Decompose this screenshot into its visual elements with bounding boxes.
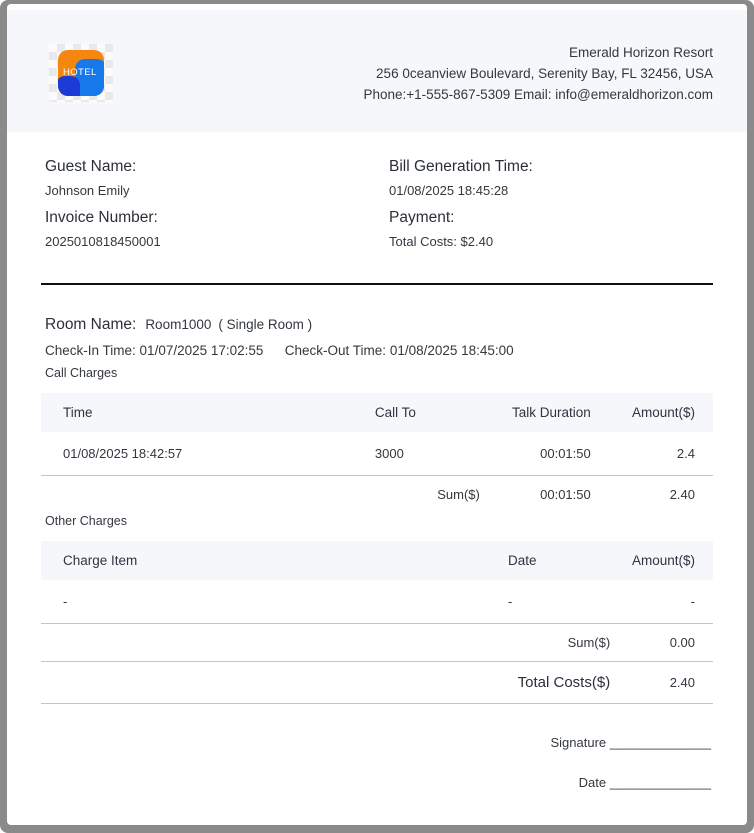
call-sum-amount: 2.40 xyxy=(669,487,695,502)
charge-item-cell: - xyxy=(41,580,508,624)
invoice-number-value: 2025010818450001 xyxy=(45,234,161,249)
check-times-line xyxy=(45,342,713,360)
room-info-section xyxy=(41,315,713,360)
signature-label: Signature xyxy=(550,735,607,750)
date-row xyxy=(41,775,713,790)
call-charges-sum-row xyxy=(41,476,713,514)
hotel-logo xyxy=(49,44,113,102)
other-amount-cell: - xyxy=(612,580,713,624)
call-charges-table xyxy=(41,393,713,513)
col-header-charge-item: Charge Item xyxy=(41,541,508,580)
col-header-amount: Amount($) xyxy=(599,393,713,432)
signature-line: ______________ xyxy=(609,735,711,750)
check-in-time xyxy=(45,342,281,360)
section-divider xyxy=(41,283,713,285)
date-label: Date xyxy=(578,775,607,790)
other-charges-header-row xyxy=(41,541,713,580)
other-sum-label: Sum($) xyxy=(41,624,612,662)
check-out-value: 01/08/2025 18:45:00 xyxy=(389,343,514,358)
hotel-header xyxy=(7,10,747,132)
guest-right-column xyxy=(389,157,713,259)
call-sum-label: Sum($) xyxy=(437,487,480,502)
room-name-line xyxy=(45,315,713,335)
check-out-time xyxy=(285,343,514,358)
date-line: ______________ xyxy=(609,775,711,790)
call-amount-cell: 2.4 xyxy=(599,432,713,476)
room-type: ( Single Room ) xyxy=(218,317,313,332)
talk-duration-cell: 00:01:50 xyxy=(488,432,599,476)
col-header-other-amount: Amount($) xyxy=(612,541,713,580)
col-header-call-to: Call To xyxy=(367,393,488,432)
hotel-info xyxy=(363,42,713,105)
total-costs-row xyxy=(41,662,713,704)
payment-label: Payment: xyxy=(389,209,455,226)
other-charges-table xyxy=(41,541,713,704)
hotel-address: 256 0ceanview Boulevard, Serenity Bay, FL 32456, USA xyxy=(376,65,713,81)
check-out-label: Check-Out Time: xyxy=(284,343,387,358)
room-name-value: Room1000 xyxy=(145,317,212,332)
col-header-talk-duration: Talk Duration xyxy=(488,393,599,432)
call-to-cell: 3000 xyxy=(367,432,488,476)
other-charges-title: Other Charges xyxy=(45,514,127,528)
invoice-page xyxy=(7,4,747,825)
col-header-time: Time xyxy=(41,393,367,432)
check-in-label: Check-In Time: xyxy=(45,343,136,358)
call-charge-row xyxy=(41,432,713,476)
guest-info-section xyxy=(41,157,713,259)
call-time-cell: 01/08/2025 18:42:57 xyxy=(41,432,367,476)
call-sum-duration: 00:01:50 xyxy=(540,487,591,502)
call-charges-header-row xyxy=(41,393,713,432)
room-name-label: Room Name: xyxy=(45,316,137,333)
call-charges-title: Call Charges xyxy=(45,366,118,380)
charge-date-cell: - xyxy=(508,580,612,624)
other-charge-row xyxy=(41,580,713,624)
hotel-logo-icon xyxy=(58,50,104,96)
guest-left-column xyxy=(45,157,389,259)
empty-cell xyxy=(41,476,367,514)
total-costs-amount: 2.40 xyxy=(612,662,713,704)
invoice-number-label: Invoice Number: xyxy=(45,209,158,226)
check-in-value: 01/07/2025 17:02:55 xyxy=(139,343,264,358)
col-header-date: Date xyxy=(508,541,612,580)
hotel-logo-text: HOTEL xyxy=(63,67,97,78)
bill-time-label: Bill Generation Time: xyxy=(389,158,533,175)
hotel-contact: Phone:+1-555-867-5309 Email: info@emeraldhorizon.com xyxy=(363,86,713,102)
hotel-name: Emerald Horizon Resort xyxy=(568,44,713,60)
total-costs-label: Total Costs($) xyxy=(41,662,612,704)
guest-name-label: Guest Name: xyxy=(45,158,137,175)
signature-row xyxy=(41,735,713,750)
payment-value: Total Costs: $2.40 xyxy=(389,234,494,249)
other-charges-sum-row xyxy=(41,624,713,662)
bill-time-value: 01/08/2025 18:45:28 xyxy=(389,183,509,198)
guest-name-value: Johnson Emily xyxy=(45,183,130,198)
logo-darkblue-shape xyxy=(58,76,80,96)
other-sum-amount: 0.00 xyxy=(612,624,713,662)
